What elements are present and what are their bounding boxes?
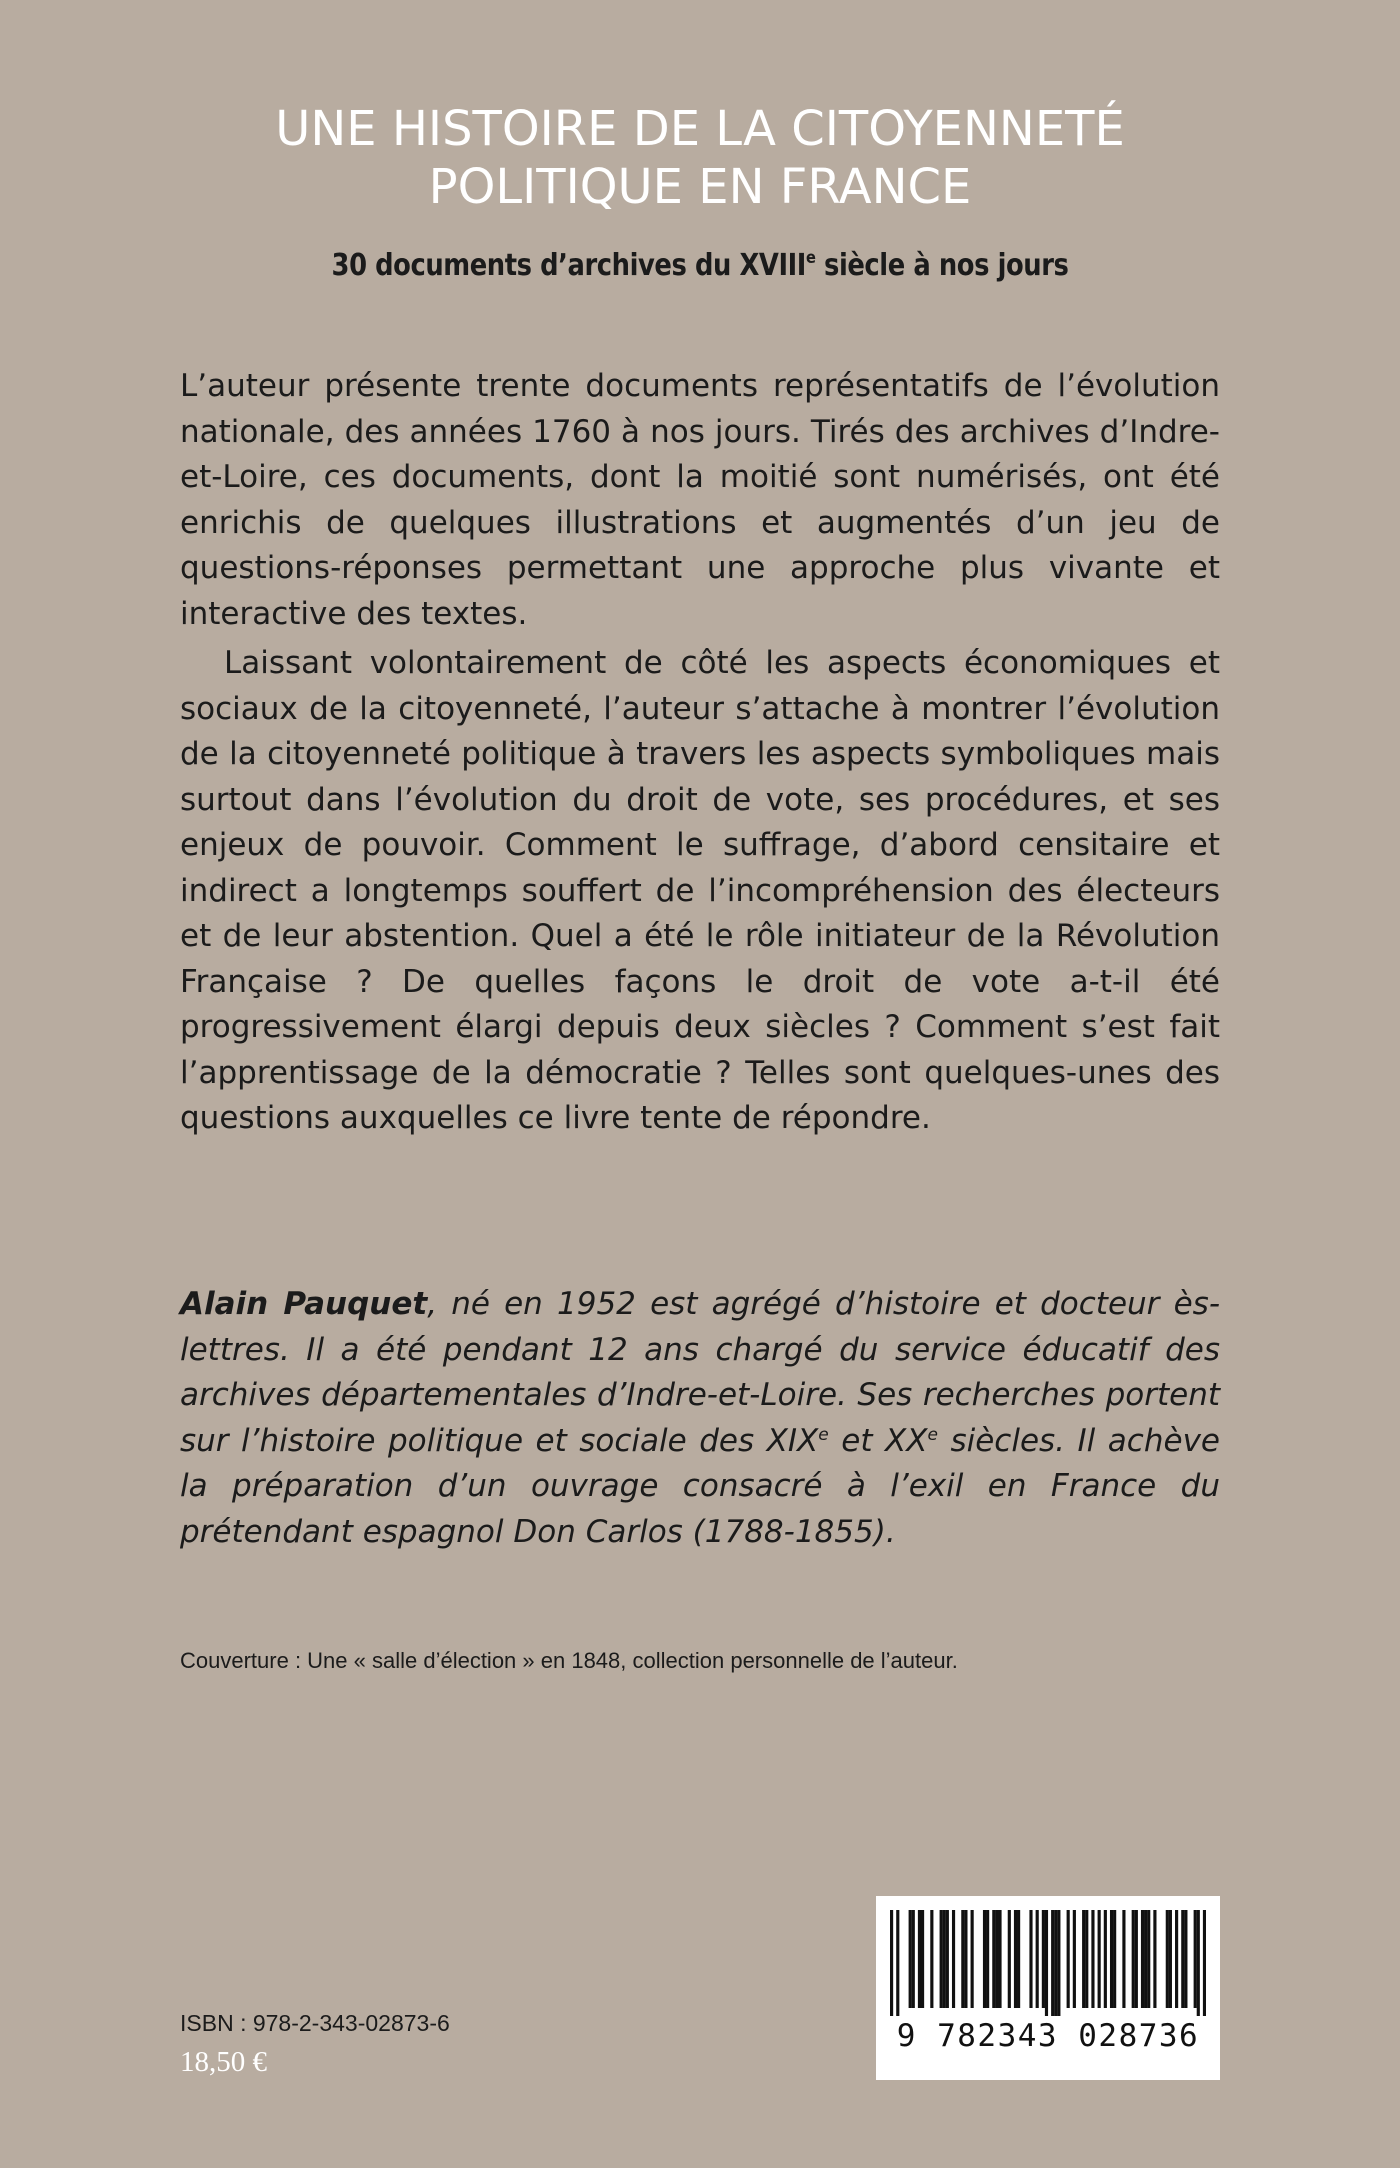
barcode-bar [1014, 1910, 1017, 2008]
barcode-bar [983, 1910, 986, 2008]
price: 18,50 € [180, 2046, 267, 2078]
author-bio-text-3: siècles. Il achève la préparation d’un ouvrage consacré à l’exil en France du prétendant espagnol Don Carlos (1788-1855). [180, 1422, 1220, 1550]
barcode-bar [1029, 1910, 1032, 2008]
barcode-bar [1194, 1910, 1197, 2008]
barcode-bar [946, 1910, 949, 2008]
barcode-bar [1104, 1910, 1107, 2008]
barcode-bar [1085, 1910, 1088, 2008]
barcode-bar [1045, 1910, 1048, 2016]
barcode-bar [943, 1910, 946, 2008]
barcode-bar [998, 1910, 1001, 2008]
barcode-bar [995, 1910, 998, 2008]
barcode-bar [961, 1910, 964, 2008]
summary-paragraph-1: L’auteur présente trente documents représentatifs de l’évolution nationale, des années 1760 à nos jours. Tirés des archives d’Indre-et-Loire, ces documents, dont la moitié sont numérisés, ont été enrichis de quelques illustrations et augmentés d’un jeu de questions-réponses permettant une approche plus vivante et interactive des textes. [180, 368, 1220, 632]
subtitle-main: 30 documents d’archives du XVIII [331, 248, 806, 283]
title-line-2: POLITIQUE EN FRANCE [428, 159, 972, 215]
subtitle-end: siècle à nos jours [815, 248, 1069, 283]
book-title [0, 100, 1400, 216]
isbn: ISBN : 978-2-343-02873-6 [180, 2010, 450, 2036]
barcode-bar [1036, 1910, 1039, 2008]
barcode-bar [1144, 1910, 1147, 2008]
barcode-bars [890, 1910, 1206, 2016]
barcode-bar [1073, 1910, 1076, 2008]
subtitle-superscript: e [805, 248, 816, 268]
cover-credit: Couverture : Une « salle d’élection » en 1848, collection personnelle de l’auteur. [180, 1648, 958, 1673]
barcode-bar [1051, 1910, 1054, 2016]
barcode-bar [1008, 1910, 1011, 2008]
author-bio-text-2: et XX [828, 1422, 928, 1459]
barcode-bar [890, 1910, 893, 2016]
barcode-bar [952, 1910, 955, 2008]
barcode-bar [930, 1910, 933, 2008]
barcode-bar [1153, 1910, 1156, 2008]
barcode-bar [986, 1910, 989, 2008]
barcode-bar [1197, 1910, 1200, 2016]
barcode-bar [912, 1910, 915, 2008]
author-name: Alain Pauquet [180, 1286, 428, 1322]
barcode-bar [1113, 1910, 1116, 2008]
barcode-bar [940, 1910, 943, 2008]
barcode-bar [1203, 1910, 1206, 2016]
title-line-1: UNE HISTOIRE DE LA CITOYENNETÉ [275, 101, 1125, 157]
barcode-bar [1054, 1910, 1057, 2016]
summary-paragraph-2: Laissant volontairement de côté les aspects économiques et sociaux de la citoyenneté, l’auteur s’attache à montrer l’évolution de la citoyenneté politique à travers les aspects symboliques mais surtout dans l’évolution du droit de vote, ses procédures, et ses enjeux de pouvoir. Comment le suffrage, d’abord censitaire et indirect a longtemps souffert de l’incompréhension des électeurs et de leur abstention. Quel a été le rôle initiateur de la Révolution Française ? De quelles façons le droit de vote a-t-il été progressivement élargi depuis deux siècles ? Comment s’est fait l’apprentissage de la démocratie ? Telles sont quelques-unes des questions auxquelles ce livre tente de répondre. [180, 645, 1220, 1136]
barcode-bar [1166, 1910, 1169, 2008]
barcode-bar [1122, 1910, 1125, 2008]
author-bio-sup-1: e [818, 1424, 829, 1445]
barcode-bar [1082, 1910, 1085, 2008]
barcode-bar [1184, 1910, 1187, 2008]
author-bio-sup-2: e [927, 1424, 938, 1445]
barcode-bar [1132, 1910, 1135, 2008]
barcode-bar [964, 1910, 967, 2008]
barcode-bar [992, 1910, 995, 2008]
barcode [876, 1896, 1220, 2080]
barcode-bar [909, 1910, 912, 2008]
barcode-bar [1042, 1910, 1045, 2008]
barcode-bar [1135, 1910, 1138, 2008]
barcode-bar [1067, 1910, 1070, 2008]
barcode-bar [1175, 1910, 1178, 2008]
barcode-bar [1169, 1910, 1172, 2008]
subtitle [98, 248, 1302, 283]
barcode-bar [971, 1910, 974, 2008]
barcode-bar [918, 1910, 921, 2008]
barcode-bar [1091, 1910, 1094, 2008]
barcode-bar [1141, 1910, 1144, 2008]
author-bio [180, 1282, 1220, 1555]
barcode-bar [1098, 1910, 1101, 2008]
barcode-bar [1181, 1910, 1184, 2008]
barcode-number: 9 782343 028736 [896, 2018, 1200, 2054]
barcode-bar [921, 1910, 924, 2008]
barcode-bar [1017, 1910, 1020, 2008]
barcode-bar [1110, 1910, 1113, 2008]
book-summary [180, 364, 1220, 1142]
barcode-bar [1057, 1910, 1060, 2016]
author-bio-text-1: , né en 1952 est agrégé d’histoire et docteur ès-lettres. Il a été pendant 12 ans chargé du service éducatif des archives départementales d’Indre-et-Loire. Ses recherches portent sur l’histoire politique et sociale des XIX [180, 1286, 1220, 1459]
barcode-bar [1147, 1910, 1150, 2008]
barcode-bar [896, 1910, 899, 2016]
